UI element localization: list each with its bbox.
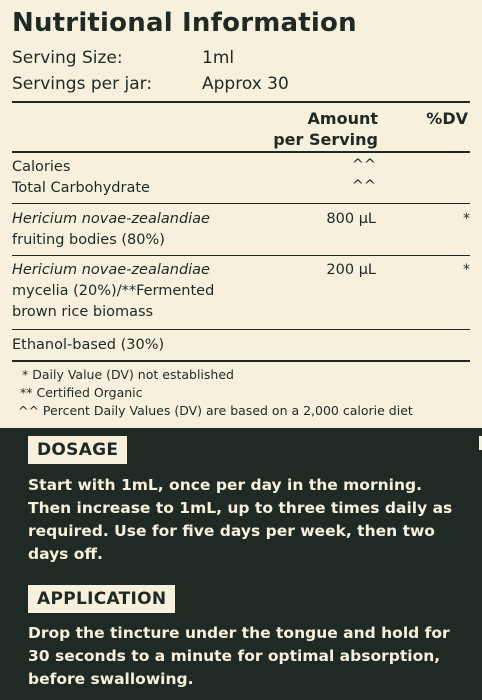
application-text: Drop the tincture under the tongue and hold for 30 seconds to a minute for optimal absorption, before swallowing. — [28, 624, 450, 688]
nutrient-part: fruiting bodies (80%) — [12, 232, 165, 248]
nutrient-amount: 800 µL — [326, 211, 376, 227]
divider — [12, 360, 470, 362]
serving-size-label: Serving Size: — [12, 48, 123, 68]
nutrient-amount: ^^ — [351, 178, 376, 194]
application-label: APPLICATION — [28, 585, 175, 613]
species-name: Hericium novae-zealandiae — [12, 211, 210, 227]
instructions-panel — [0, 428, 482, 700]
divider — [12, 203, 470, 204]
page-title: Nutritional Information — [12, 8, 357, 38]
nutrient-amount: ^^ — [351, 157, 376, 173]
divider — [12, 101, 470, 103]
nutrient-name: Ethanol-based (30%) — [12, 337, 165, 353]
divider — [12, 151, 470, 153]
servings-per-jar-label: Servings per jar: — [12, 74, 153, 94]
nutrient-part: brown rice biomass — [12, 304, 154, 320]
serving-size-value: 1ml — [202, 48, 235, 68]
footnote: * Daily Value (DV) not established — [22, 367, 234, 382]
nutrient-name — [12, 209, 210, 251]
nutrient-name — [12, 260, 214, 323]
dosage-label: DOSAGE — [28, 436, 127, 464]
nutrient-dv: * — [463, 211, 470, 227]
divider — [12, 329, 470, 330]
footnote: ** Certified Organic — [20, 385, 143, 400]
footnote: ^^ Percent Daily Values (DV) are based on a 2,000 calorie diet — [18, 403, 413, 418]
nutrient-name: Total Carbohydrate — [12, 180, 150, 196]
amount-header-line1: Amount — [307, 109, 378, 128]
species-name: Hericium novae-zealandiae — [12, 262, 210, 278]
amount-header-line2: per Serving — [273, 130, 378, 149]
servings-per-jar-value: Approx 30 — [202, 74, 289, 94]
amount-header — [273, 108, 378, 150]
nutrient-name: Calories — [12, 159, 71, 175]
dv-header: %DV — [426, 109, 468, 128]
dosage-text: Start with 1mL, once per day in the morning. Then increase to 1mL, up to three times daily as required. Use for five days per week, then two days off. — [28, 476, 453, 563]
nutrient-dv: * — [463, 262, 470, 278]
nutrient-part: mycelia (20%)/**Fermented — [12, 283, 215, 299]
divider — [12, 255, 470, 256]
nutrient-amount: 200 µL — [326, 262, 376, 278]
